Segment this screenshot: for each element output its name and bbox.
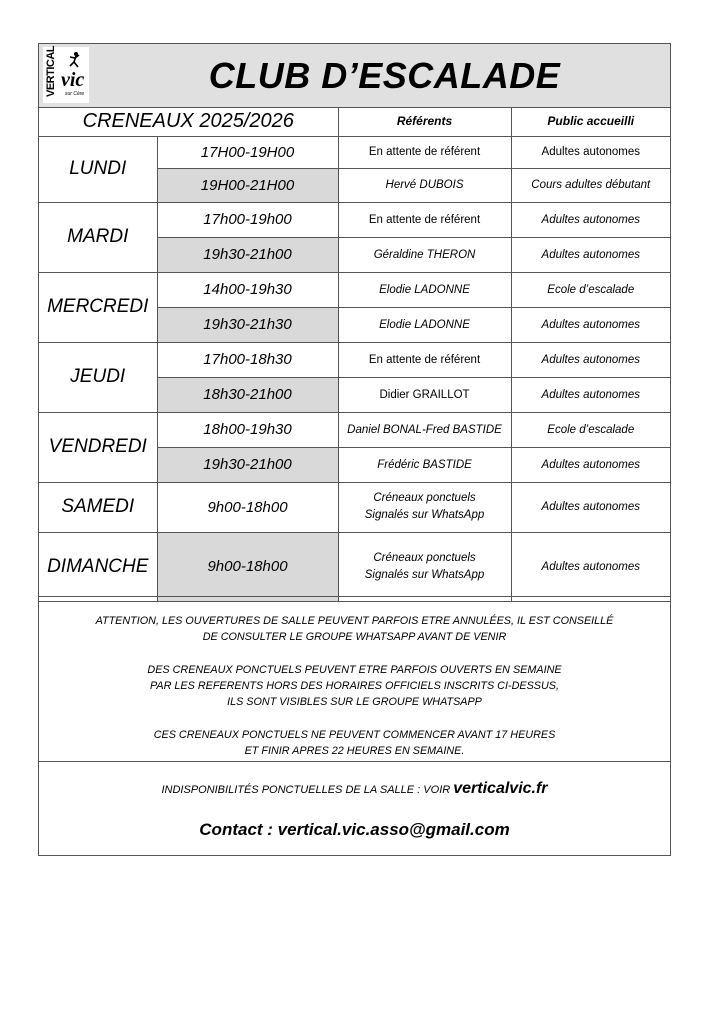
time-cell: 19h30-21h00 (157, 237, 338, 272)
referent-line: Signalés sur WhatsApp (364, 568, 485, 581)
time-cell: 17h00-19h00 (157, 202, 338, 237)
notice-hours (39, 727, 670, 759)
time-cell: 9h00-18h00 (157, 532, 338, 601)
table-row (39, 482, 670, 532)
public-cell: Adultes autonomes (511, 136, 670, 168)
referent-cell: Hervé DUBOIS (338, 168, 511, 202)
notice-line: DE CONSULTER LE GROUPE WHATSAPP AVANT DE VENIR (202, 631, 507, 643)
public-cell: Cours adultes débutant (511, 168, 670, 202)
day-cell: LUNDI (39, 136, 157, 202)
public-cell: Adultes autonomes (511, 342, 670, 377)
public-header: Public accueilli (511, 107, 670, 136)
public-cell: Adultes autonomes (511, 307, 670, 342)
referent-cell (338, 532, 511, 601)
referent-cell: Didier GRAILLOT (338, 377, 511, 412)
public-cell: Adultes autonomes (511, 377, 670, 412)
schedule-sheet (38, 43, 671, 856)
public-cell: Adultes autonomes (511, 447, 670, 482)
notice-line: ILS SONT VISIBLES SUR LE GROUPE WHATSAPP (227, 696, 482, 708)
time-cell: 17h00-18h30 (157, 342, 338, 377)
table-row (39, 202, 670, 237)
notice-line: ET FINIR APRES 22 HEURES EN SEMAINE. (244, 745, 465, 757)
table-row (39, 136, 670, 168)
season-header: CRENEAUX 2025/2026 (39, 107, 338, 136)
day-cell: DIMANCHE (39, 532, 157, 601)
footer (39, 762, 670, 856)
time-cell: 14h00-19h30 (157, 272, 338, 307)
table-header-row (39, 107, 670, 136)
logo-text-vic: vic (61, 69, 85, 91)
referent-cell: Elodie LADONNE (338, 307, 511, 342)
header-banner (39, 44, 670, 108)
notice-line: PAR LES REFERENTS HORS DES HORAIRES OFFICIELS INSCRITS CI-DESSUS, (150, 680, 559, 692)
time-cell: 18h30-21h00 (157, 377, 338, 412)
notice-line: DES CRENEAUX PONCTUELS PEUVENT ETRE PARFOIS OUVERTS EN SEMAINE (147, 664, 562, 676)
public-cell: Ecole d’escalade (511, 272, 670, 307)
notice-line: CES CRENEAUX PONCTUELS NE PEUVENT COMMENCER AVANT 17 HEURES (153, 729, 556, 741)
referent-cell: En attente de référent (338, 342, 511, 377)
referent-cell (338, 482, 511, 532)
website-link[interactable]: verticalvic.fr (453, 780, 548, 797)
referent-line: Signalés sur WhatsApp (364, 509, 485, 521)
time-cell: 17H00-19H00 (157, 136, 338, 168)
referent-line: Créneaux ponctuels (373, 551, 476, 564)
table-row (39, 532, 670, 601)
time-cell: 18h00-19h30 (157, 412, 338, 447)
referents-header: Référents (338, 107, 511, 136)
referent-cell: En attente de référent (338, 136, 511, 168)
logo-text-subtitle: sur Cère (65, 91, 85, 97)
climber-icon (67, 51, 81, 69)
referent-cell: Daniel BONAL-Fred BASTIDE (338, 412, 511, 447)
time-cell: 19H00-21H00 (157, 168, 338, 202)
time-cell: 19h30-21h00 (157, 447, 338, 482)
time-cell: 9h00-18h00 (157, 482, 338, 532)
unavailability-line (39, 780, 670, 798)
page-title: CLUB D’ESCALADE (208, 54, 561, 96)
notice-cancellation (39, 613, 670, 645)
referent-line: Créneaux ponctuels (373, 492, 476, 504)
club-logo (43, 47, 89, 103)
public-cell: Adultes autonomes (511, 532, 670, 601)
public-cell: Adultes autonomes (511, 482, 670, 532)
logo-text-vertical: VERTICAL (45, 46, 57, 97)
referent-cell: Frédéric BASTIDE (338, 447, 511, 482)
day-cell: VENDREDI (39, 412, 157, 482)
table-row (39, 412, 670, 447)
referent-cell: Géraldine THERON (338, 237, 511, 272)
referent-cell: En attente de référent (338, 202, 511, 237)
day-cell: SAMEDI (39, 482, 157, 532)
notice-line: ATTENTION, LES OUVERTURES DE SALLE PEUVENT PARFOIS ETRE ANNULÉES, IL EST CONSEILLÉ (95, 615, 614, 627)
table-row (39, 272, 670, 307)
contact-email[interactable]: Contact : vertical.vic.asso@gmail.com (199, 820, 510, 839)
time-cell: 19h30-21h30 (157, 307, 338, 342)
day-cell: MARDI (39, 202, 157, 272)
table-row (39, 342, 670, 377)
day-cell: JEUDI (39, 342, 157, 412)
referent-cell: Elodie LADONNE (338, 272, 511, 307)
notice-extra-slots (39, 662, 670, 710)
schedule-table (39, 107, 670, 602)
unavailability-text: INDISPONIBILITÉS PONCTUELLES DE LA SALLE : VOIR (161, 784, 454, 796)
public-cell: Adultes autonomes (511, 237, 670, 272)
public-cell: Ecole d’escalade (511, 412, 670, 447)
notes-section (39, 596, 670, 762)
public-cell: Adultes autonomes (511, 202, 670, 237)
day-cell: MERCREDI (39, 272, 157, 342)
